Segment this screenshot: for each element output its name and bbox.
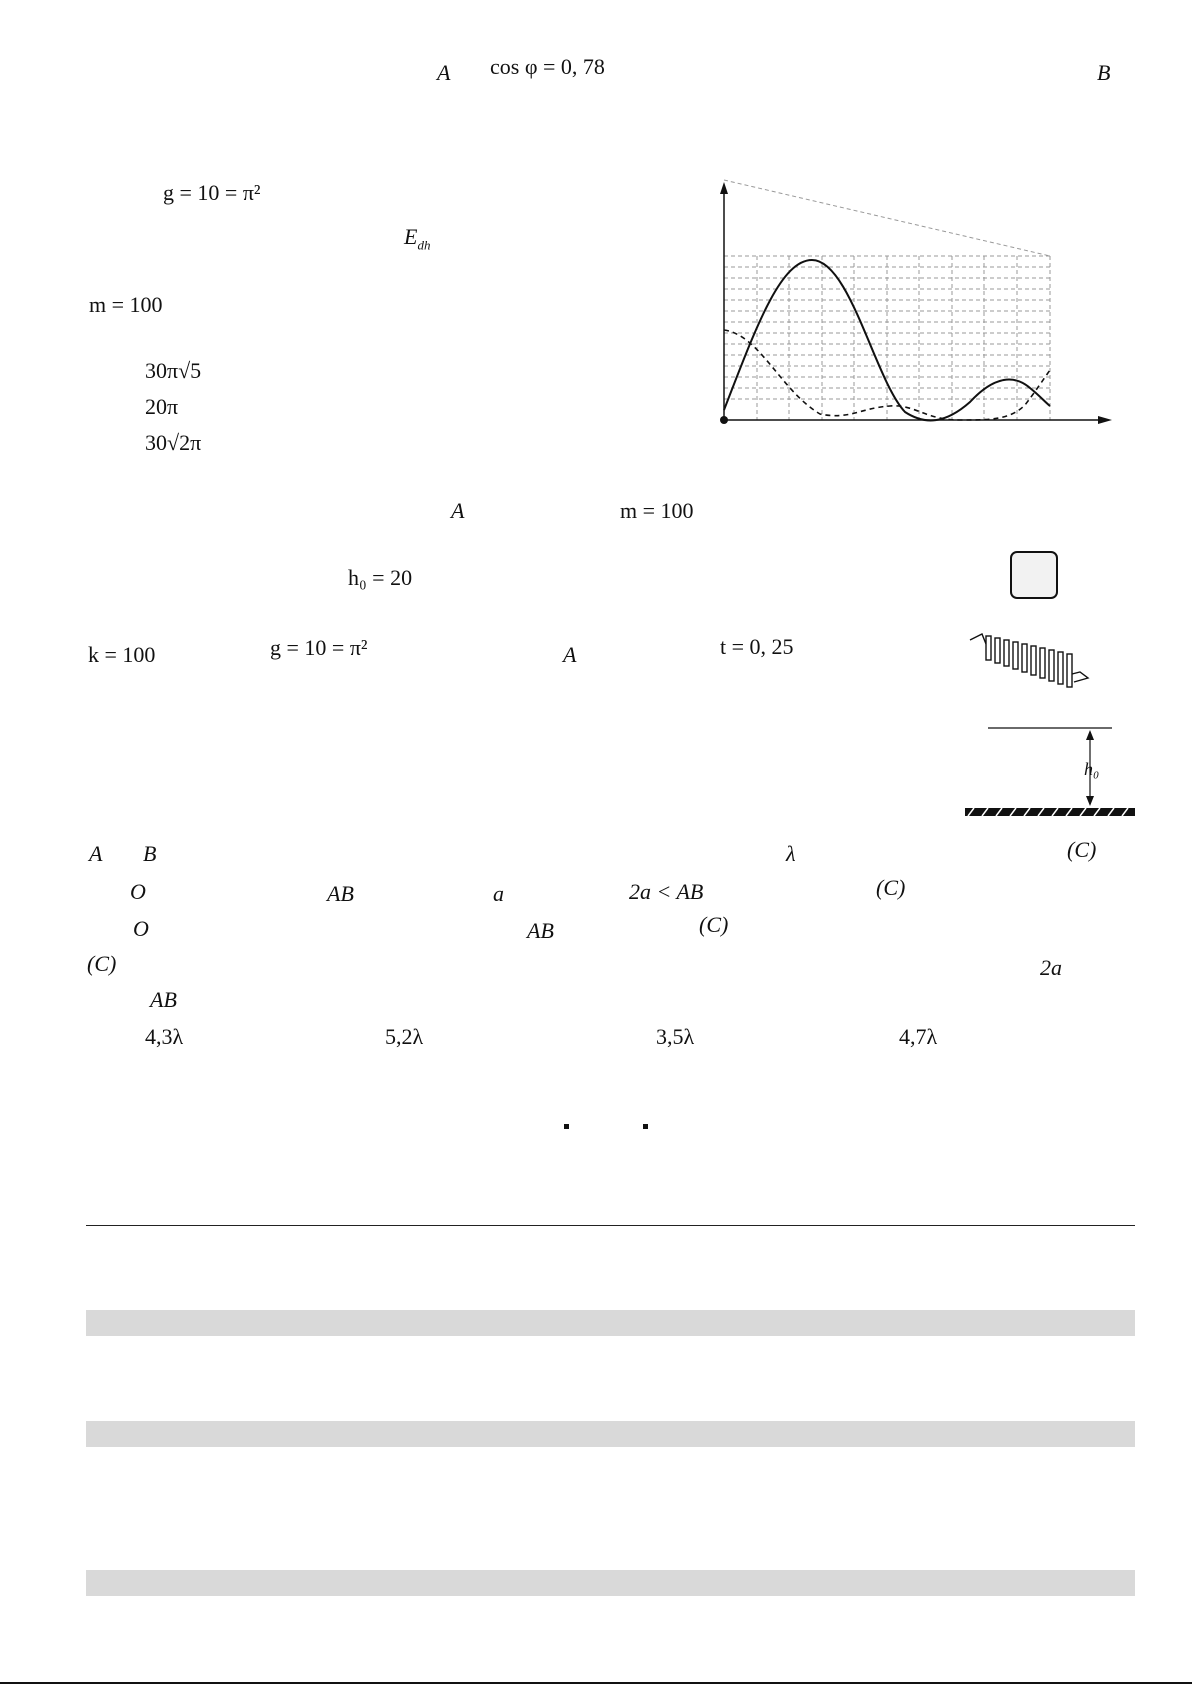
answer-section-bar (86, 1421, 1135, 1447)
q4-label-a: A (89, 841, 103, 866)
spring-diagram (960, 548, 1140, 828)
x-axis-arrow (1098, 416, 1112, 424)
label-a-q3-2: A (563, 642, 577, 667)
q4-curve-c-1: (C) (1067, 837, 1097, 862)
gravity-formula-q3: g = 10 = π² (270, 635, 368, 660)
mass-value-q3: m = 100 (620, 498, 694, 523)
page-bottom-line (0, 1682, 1192, 1684)
height-formula: h₀ = 20 (348, 565, 413, 590)
q4-condition: 2a < AB (629, 879, 704, 904)
choice-d: 30√2π (145, 430, 202, 455)
label-b: B (1097, 60, 1111, 85)
spring-constant: k = 100 (88, 642, 156, 667)
q4-point-o-2: O (133, 916, 149, 941)
energy-graph (700, 180, 1120, 440)
label-a-q3: A (451, 498, 465, 523)
block (1011, 552, 1057, 598)
q4-distance-2a: 2a (1040, 955, 1062, 980)
y-axis-arrow (720, 182, 728, 194)
choice-c: 20π (145, 394, 179, 419)
q4-choice-a: 4,3λ (145, 1024, 184, 1049)
q4-lambda: λ (786, 841, 796, 866)
q4-choice-b: 5,2λ (385, 1024, 424, 1049)
divider-line (86, 1225, 1135, 1226)
q4-choice-d: 4,7λ (899, 1024, 938, 1049)
time-formula: t = 0, 25 (720, 634, 794, 659)
label-a: A (437, 60, 451, 85)
answer-section-bar (86, 1310, 1135, 1336)
q4-segment-ab-3: AB (150, 987, 177, 1012)
q4-curve-c-3: (C) (699, 912, 729, 937)
choice-b: 30π√5 (145, 358, 202, 383)
q4-curve-c-4: (C) (87, 951, 117, 976)
answer-section-bar (86, 1570, 1135, 1596)
q4-distance-a: a (493, 881, 504, 906)
q4-segment-ab-2: AB (527, 918, 554, 943)
q4-point-o: O (130, 879, 146, 904)
q4-curve-c-2: (C) (876, 875, 906, 900)
gravity-formula: g = 10 = π² (163, 180, 261, 205)
separator-dot (643, 1124, 648, 1129)
separator-dot (564, 1124, 569, 1129)
q4-label-b: B (143, 841, 157, 866)
q4-segment-ab: AB (327, 881, 354, 906)
cos-phi-formula: cos φ = 0, 78 (490, 54, 605, 79)
energy-label: $E_{dh}$ (404, 224, 431, 253)
q4-choice-c: 3,5λ (656, 1024, 695, 1049)
origin-dot (720, 416, 728, 424)
spring-coils (970, 634, 1088, 687)
mass-value: m = 100 (89, 292, 163, 317)
height-label: h₀ (1084, 759, 1100, 779)
